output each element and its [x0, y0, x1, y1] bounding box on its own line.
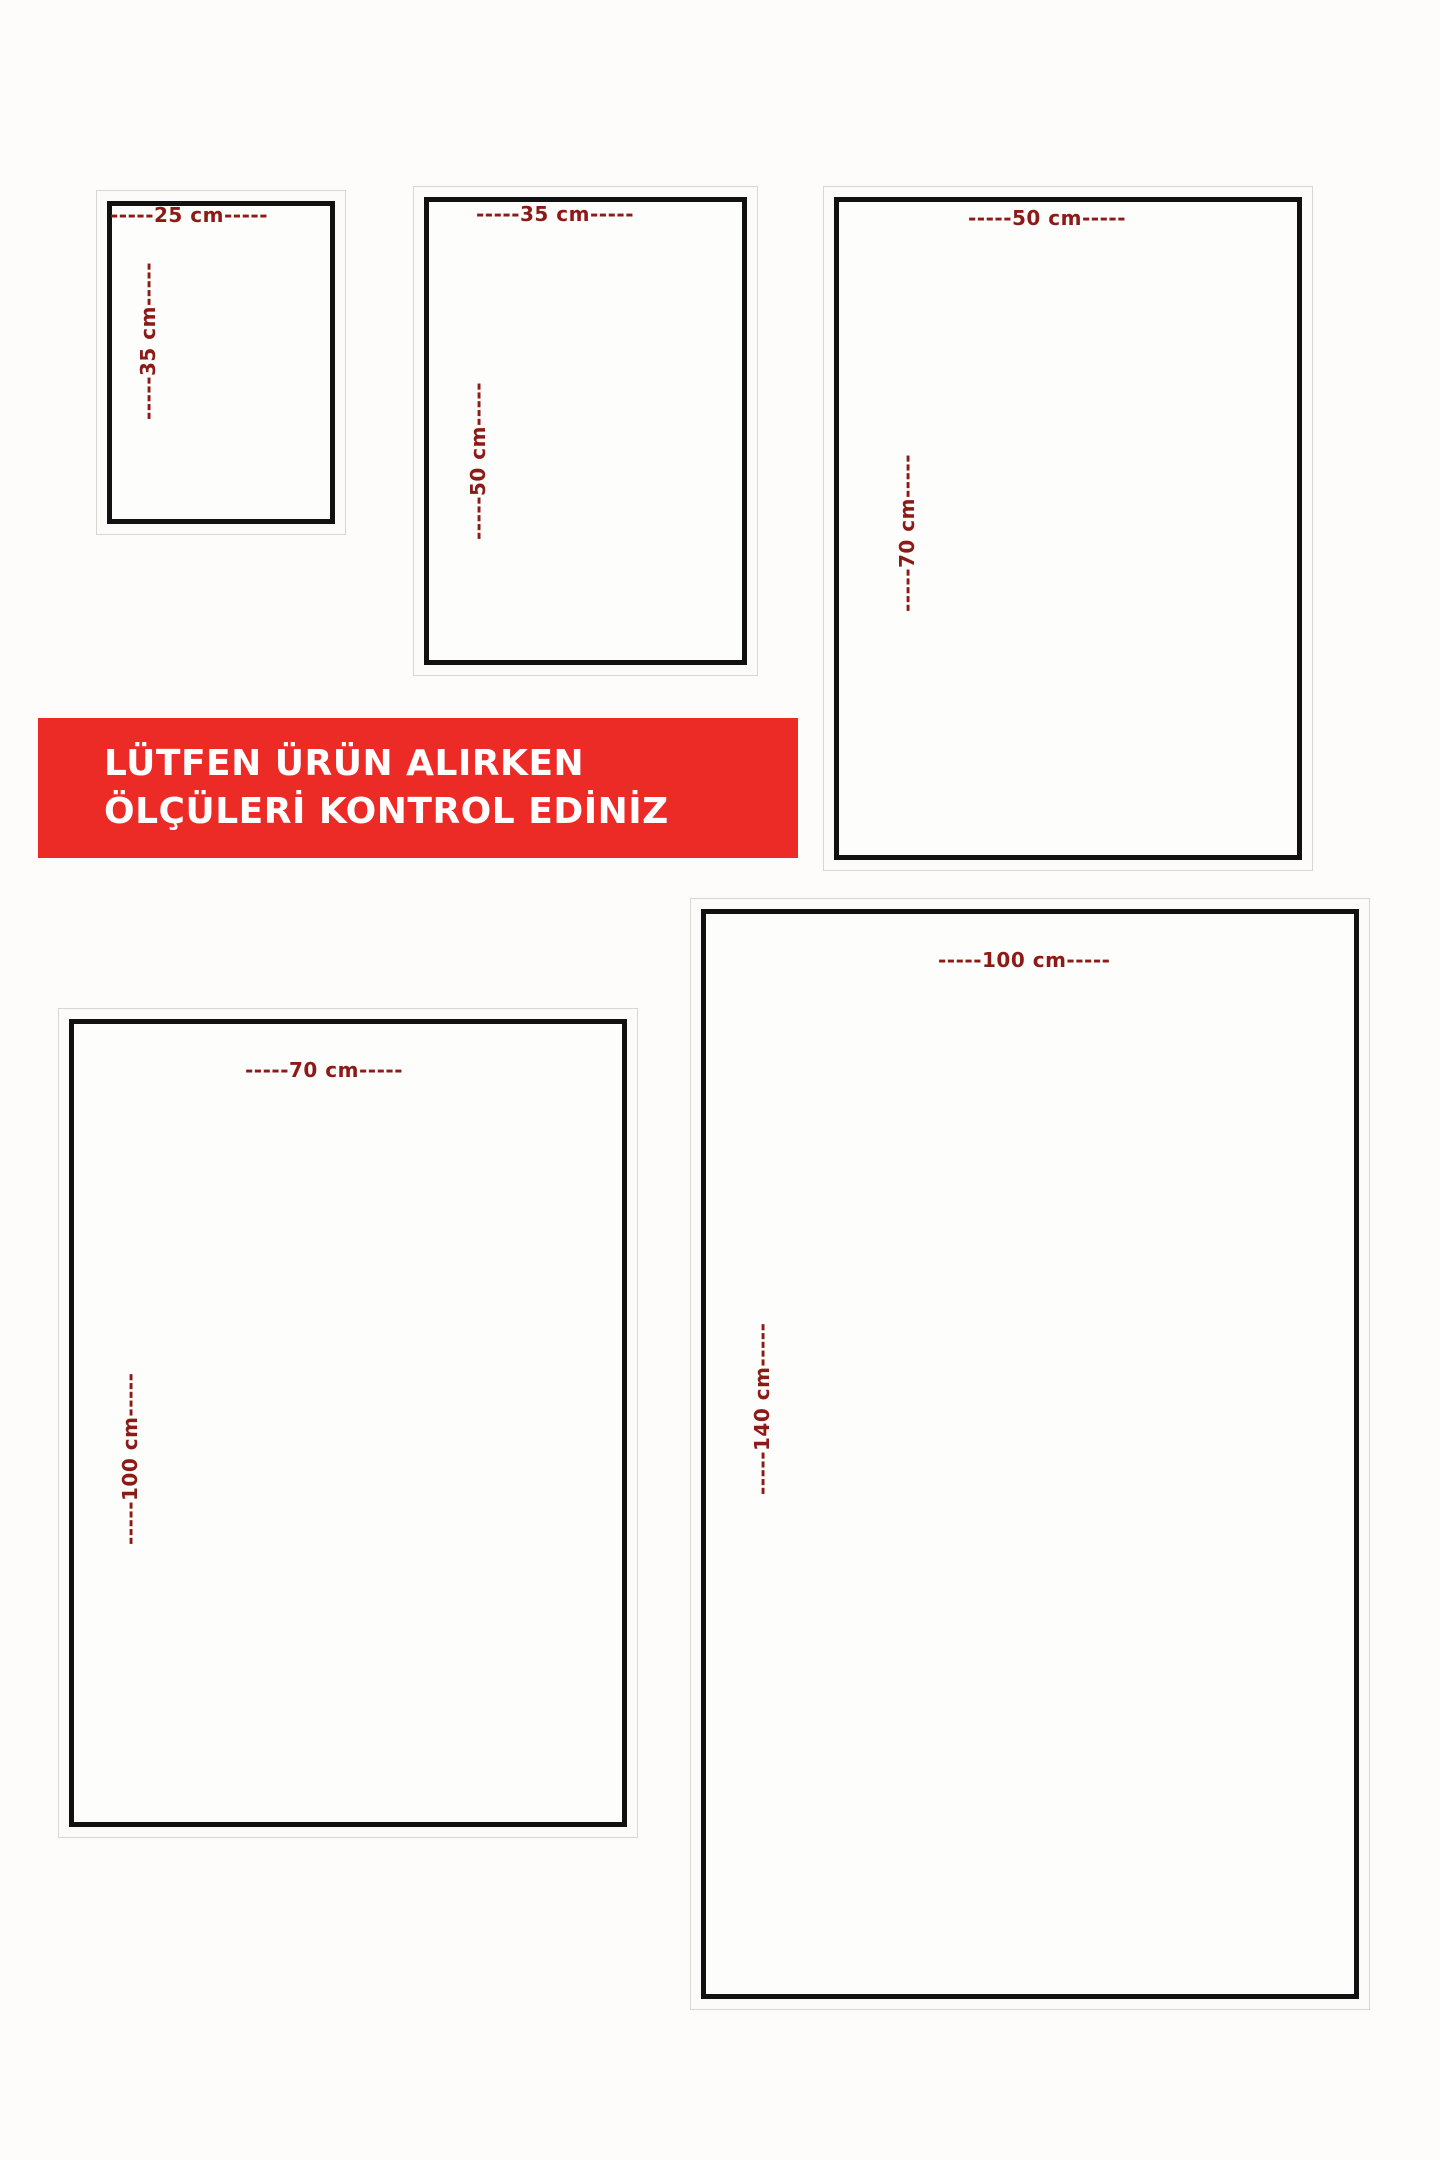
- frame-35x50-width-label: -----35 cm-----: [476, 202, 634, 226]
- frame-100x140-inner: [701, 909, 1359, 1999]
- frame-100x140-height-label: -----140 cm-----: [750, 1322, 774, 1495]
- frame-50x70-height-label: -----70 cm-----: [895, 454, 919, 612]
- frame-70x100-inner: [69, 1019, 627, 1827]
- warning-banner: [38, 718, 798, 858]
- frame-100x140-width-label: -----100 cm-----: [938, 948, 1111, 972]
- frame-25x35-width-label: -----25 cm-----: [110, 203, 268, 227]
- warning-line-2: ÖLÇÜLERİ KONTROL EDİNİZ: [104, 791, 669, 832]
- frame-70x100-height-label: -----100 cm-----: [118, 1372, 142, 1545]
- frame-25x35: [96, 190, 346, 535]
- frame-70x100-width-label: -----70 cm-----: [245, 1058, 403, 1082]
- frame-50x70-width-label: -----50 cm-----: [968, 206, 1126, 230]
- frame-25x35-height-label: -----35 cm-----: [136, 262, 160, 420]
- frame-70x100: [58, 1008, 638, 1838]
- frame-100x140: [690, 898, 1370, 2010]
- frame-35x50: [413, 186, 758, 676]
- frame-35x50-height-label: -----50 cm-----: [466, 382, 490, 540]
- warning-line-1: LÜTFEN ÜRÜN ALIRKEN: [104, 743, 585, 785]
